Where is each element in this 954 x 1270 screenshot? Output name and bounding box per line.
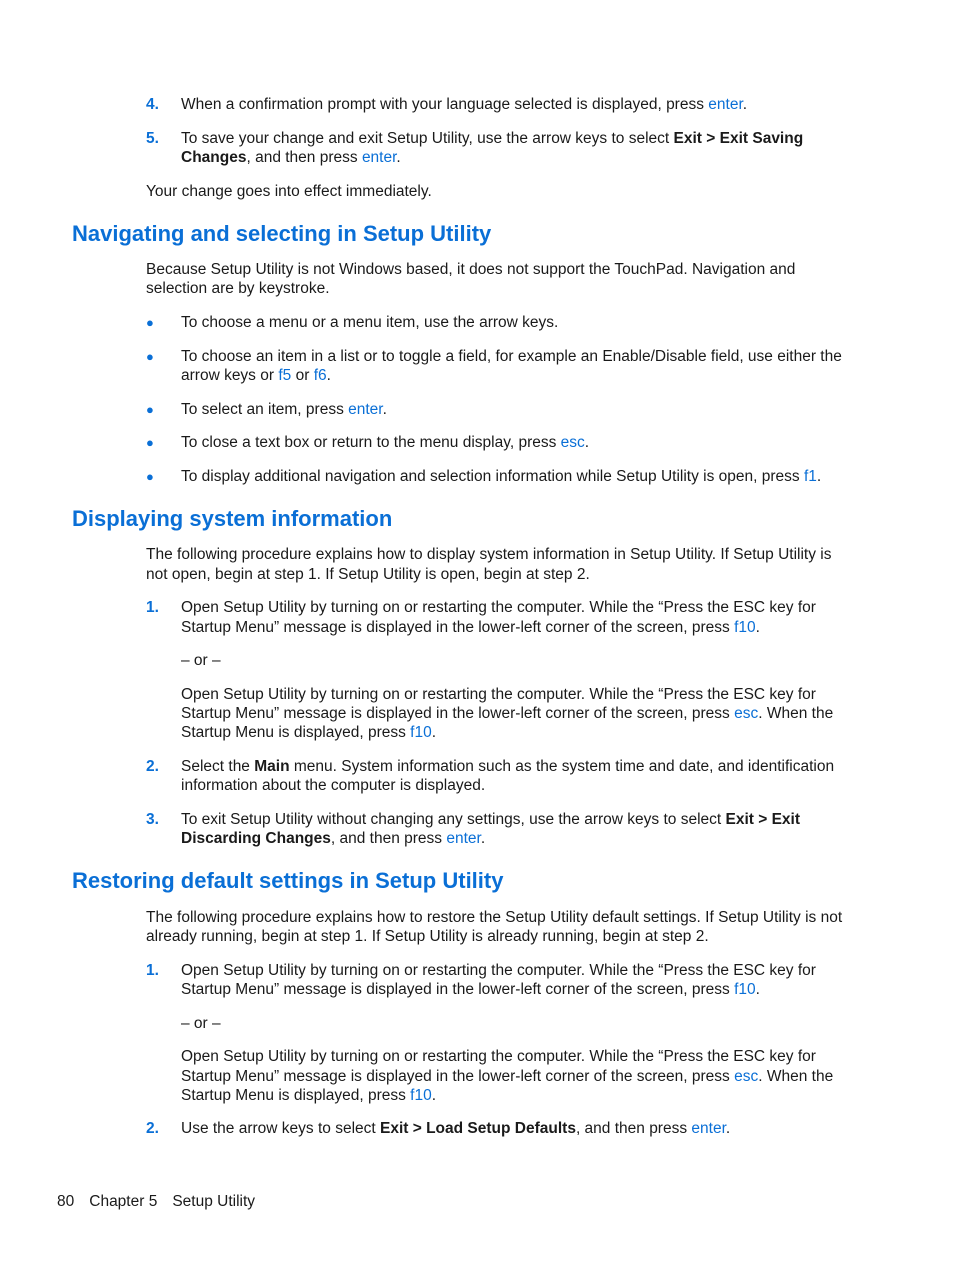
or-separator: – or – bbox=[181, 1015, 221, 1032]
step-number: 3. bbox=[146, 811, 159, 828]
text: Startup Menu” message is displayed in the lower-left corner of the screen, press bbox=[181, 619, 735, 636]
bullet-item bbox=[181, 366, 331, 385]
menu-path: Changes bbox=[181, 149, 247, 166]
bullet-item bbox=[181, 400, 387, 419]
page-footer bbox=[57, 1192, 255, 1211]
menu-path: Exit > Exit Saving bbox=[673, 130, 804, 147]
text: . When the bbox=[758, 705, 834, 722]
menu-path: Exit > Exit bbox=[725, 811, 801, 828]
text: or bbox=[291, 367, 314, 384]
bullet-icon: ● bbox=[146, 469, 154, 484]
text: , and then press bbox=[575, 1120, 692, 1137]
chapter-label: Chapter 5 bbox=[89, 1193, 158, 1210]
step-text bbox=[181, 95, 747, 114]
bullet-icon: ● bbox=[146, 402, 154, 417]
menu-path: Exit > Load Setup Defaults bbox=[380, 1120, 576, 1137]
step-text: Open Setup Utility by turning on or restarting the computer. While the “Press the ESC key for bbox=[181, 686, 816, 703]
body-paragraph: selection are by keystroke. bbox=[146, 280, 330, 297]
text: To close a text box or return to the menu display, press bbox=[181, 434, 561, 451]
body-paragraph: Your change goes into effect immediately. bbox=[146, 183, 432, 200]
step-text bbox=[181, 618, 760, 637]
step-text bbox=[181, 148, 401, 167]
key-enter: enter bbox=[691, 1120, 726, 1137]
section-heading: Displaying system information bbox=[72, 506, 393, 531]
key-f6: f6 bbox=[313, 367, 327, 384]
text: . bbox=[742, 96, 748, 113]
step-text bbox=[181, 810, 800, 829]
text: . bbox=[431, 724, 437, 741]
section-heading: Restoring default settings in Setup Utility bbox=[72, 868, 504, 893]
step-number: 5. bbox=[146, 130, 159, 147]
bullet-icon: ● bbox=[146, 435, 154, 450]
bullet-item: To choose an item in a list or to toggle a field, for example an Enable/Disable field, use either the bbox=[181, 348, 842, 365]
key-f10: f10 bbox=[410, 724, 432, 741]
text: menu. System information such as the system time and date, and identification bbox=[289, 758, 835, 775]
text: Use the arrow keys to select bbox=[181, 1120, 380, 1137]
key-f5: f5 bbox=[278, 367, 292, 384]
step-text bbox=[181, 1086, 436, 1105]
step-number: 2. bbox=[146, 1120, 159, 1137]
key-enter: enter bbox=[348, 401, 383, 418]
text: To save your change and exit Setup Utility, use the arrow keys to select bbox=[181, 130, 674, 147]
key-f10: f10 bbox=[734, 981, 756, 998]
text: Startup Menu” message is displayed in the lower-left corner of the screen, press bbox=[181, 1068, 735, 1085]
step-text bbox=[181, 980, 760, 999]
text: , and then press bbox=[330, 830, 447, 847]
text: Startup Menu” message is displayed in the lower-left corner of the screen, press bbox=[181, 981, 735, 998]
text: . bbox=[816, 468, 822, 485]
step-number: 4. bbox=[146, 96, 159, 113]
body-paragraph: not open, begin at step 1. If Setup Utility is open, begin at step 2. bbox=[146, 566, 590, 583]
page-number: 80 bbox=[57, 1193, 75, 1210]
step-number: 2. bbox=[146, 758, 159, 775]
text: . bbox=[755, 619, 760, 636]
bullet-icon: ● bbox=[146, 315, 154, 330]
key-esc: esc bbox=[734, 1068, 759, 1085]
step-number: 1. bbox=[146, 599, 159, 616]
step-text: information about the computer is displayed. bbox=[181, 777, 486, 794]
text: To exit Setup Utility without changing any settings, use the arrow keys to select bbox=[181, 811, 726, 828]
text: To select an item, press bbox=[181, 401, 349, 418]
step-text bbox=[181, 129, 803, 148]
text: Startup Menu” message is displayed in the lower-left corner of the screen, press bbox=[181, 705, 735, 722]
text: . bbox=[584, 434, 590, 451]
body-paragraph: Because Setup Utility is not Windows based, it does not support the TouchPad. Navigation and bbox=[146, 261, 796, 278]
bullet-item bbox=[181, 467, 821, 486]
key-f10: f10 bbox=[410, 1087, 432, 1104]
step-text bbox=[181, 723, 436, 742]
bullet-icon: ● bbox=[146, 349, 154, 364]
step-text bbox=[181, 1119, 730, 1138]
body-paragraph: already running, begin at step 1. If Setup Utility is already running, begin at step 2. bbox=[146, 928, 709, 945]
key-esc: esc bbox=[734, 705, 759, 722]
bullet-item: To choose a menu or a menu item, use the arrow keys. bbox=[181, 314, 559, 331]
text: . bbox=[396, 149, 401, 166]
text: arrow keys or bbox=[181, 367, 279, 384]
bullet-item bbox=[181, 433, 589, 452]
step-text bbox=[181, 1067, 833, 1086]
body-paragraph: The following procedure explains how to restore the Setup Utility default settings. If Setup Utility is not bbox=[146, 909, 843, 926]
text: Select the bbox=[181, 758, 255, 775]
menu-name: Main bbox=[254, 758, 290, 775]
text: . bbox=[326, 367, 331, 384]
step-text: Open Setup Utility by turning on or restarting the computer. While the “Press the ESC key for bbox=[181, 1048, 816, 1065]
text: . bbox=[382, 401, 387, 418]
key-enter: enter bbox=[708, 96, 743, 113]
section-heading: Navigating and selecting in Setup Utility bbox=[72, 221, 492, 246]
text: . bbox=[431, 1087, 437, 1104]
body-paragraph: The following procedure explains how to display system information in Setup Utility. If Setup Utility is bbox=[146, 546, 832, 563]
step-text bbox=[181, 757, 834, 776]
text: Startup Menu is displayed, press bbox=[181, 1087, 411, 1104]
text: When a confirmation prompt with your language selected is displayed, press bbox=[181, 96, 709, 113]
key-f10: f10 bbox=[734, 619, 756, 636]
chapter-title: Setup Utility bbox=[172, 1193, 256, 1210]
text: To display additional navigation and selection information while Setup Utility is open, press bbox=[181, 468, 804, 485]
key-esc: esc bbox=[560, 434, 585, 451]
text: . bbox=[480, 830, 486, 847]
menu-path: Discarding Changes bbox=[181, 830, 331, 847]
key-f1: f1 bbox=[803, 468, 817, 485]
text: , and then press bbox=[246, 149, 362, 166]
step-text: Open Setup Utility by turning on or restarting the computer. While the “Press the ESC key for bbox=[181, 599, 816, 616]
or-separator: – or – bbox=[181, 652, 221, 669]
key-enter: enter bbox=[361, 149, 397, 166]
text: Startup Menu is displayed, press bbox=[181, 724, 411, 741]
text: . When the bbox=[758, 1068, 834, 1085]
step-text bbox=[181, 704, 833, 723]
text: . bbox=[755, 981, 760, 998]
key-enter: enter bbox=[446, 830, 481, 847]
text: . bbox=[725, 1120, 731, 1137]
step-number: 1. bbox=[146, 962, 159, 979]
step-text: Open Setup Utility by turning on or restarting the computer. While the “Press the ESC key for bbox=[181, 962, 816, 979]
step-text bbox=[181, 829, 485, 848]
